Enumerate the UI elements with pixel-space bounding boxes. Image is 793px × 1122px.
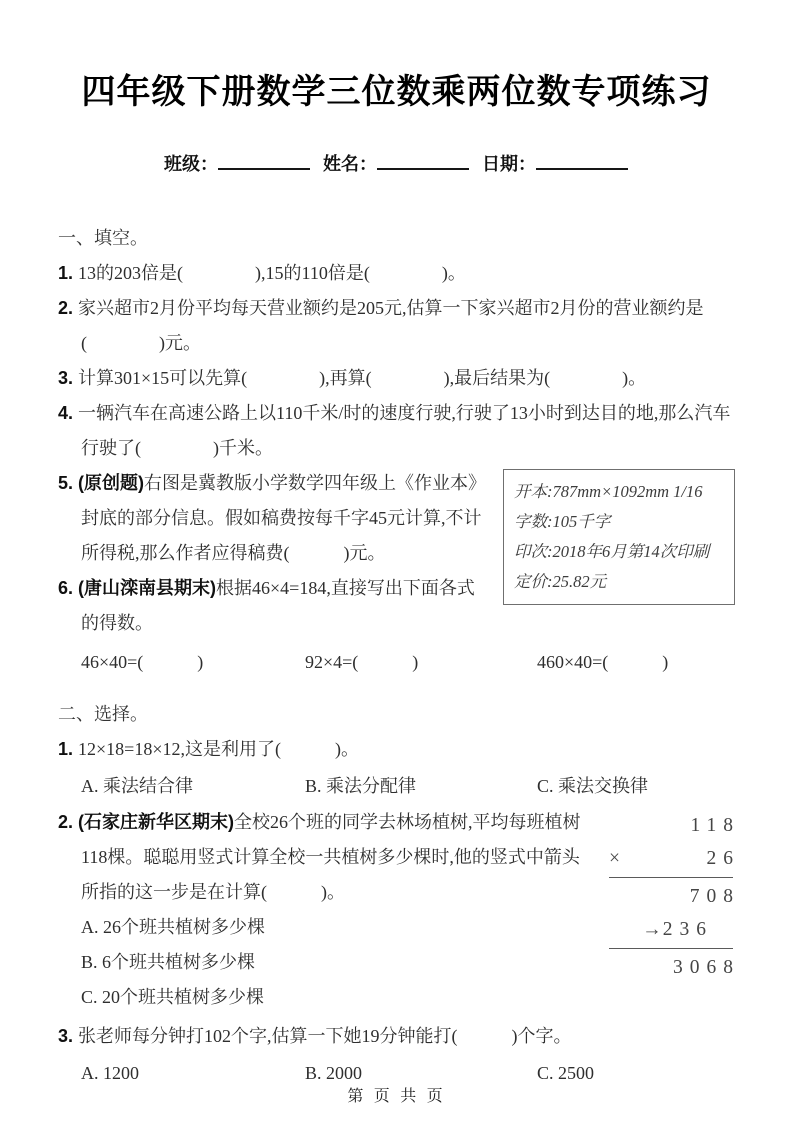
choice-q3-option-b: B. 2000 <box>305 1063 363 1083</box>
choice-q1-text: 12×18=18×12,这是利用了( )。 <box>78 739 359 759</box>
fill-q6-number: 6. <box>58 578 74 598</box>
fill-q1 <box>58 256 735 291</box>
vcalc-partial-product-2-row <box>609 913 733 946</box>
fill-q5-text: 右图是冀教版小学数学四年级上《作业本》封底的部分信息。假如稿费按每千字45元计算,不计所得税,那么作者应得稿费( )元。 <box>81 473 487 563</box>
student-info-row <box>58 151 735 177</box>
fill-q6-equation-3: 460×40=( ) <box>537 652 669 672</box>
choice-q2-option-c: C. 20个班共植树多少棵 <box>81 987 265 1007</box>
fill-q2-text: 家兴超市2月份平均每天营业额约是205元,估算一下家兴超市2月份的营业额约是( )元。 <box>78 298 704 353</box>
section-choice-heading: 二、选择。 <box>58 704 148 724</box>
vertical-multiplication <box>609 809 740 984</box>
vcalc-rule-1 <box>609 877 733 878</box>
choice-q1 <box>58 732 735 767</box>
name-blank-line <box>377 154 469 170</box>
vcalc-partial-product-1: 708 <box>689 886 740 907</box>
choice-q3-option-a: A. 1200 <box>81 1063 139 1083</box>
fill-q5-source-label: (原创题) <box>78 473 145 493</box>
book-info-format: 开本:787mm×1092mm 1/16 <box>514 482 703 501</box>
fill-q2-number: 2. <box>58 298 74 318</box>
choice-q1-number: 1. <box>58 739 74 759</box>
date-label: 日期： <box>482 154 536 174</box>
choice-q2-option-a: A. 26个班共植树多少棵 <box>81 917 265 937</box>
fill-q2 <box>58 291 735 361</box>
book-info-wordcount: 字数:105千字 <box>514 512 611 531</box>
fill-q4-number: 4. <box>58 403 74 423</box>
fill-q6-source-label: (唐山滦南县期末) <box>78 578 217 598</box>
choice-q1-options-row <box>58 767 735 805</box>
choice-q2-source-label: (石家庄新华区期末) <box>78 812 235 832</box>
page-footer: 第 页 共 页 <box>347 1088 446 1105</box>
multiply-sign: × <box>609 848 620 869</box>
fill-q1-text: 13的203倍是( ),15的110倍是( )。 <box>78 263 466 283</box>
worksheet-content <box>58 0 740 1092</box>
date-blank-line <box>536 154 628 170</box>
fill-q6-equation-row <box>58 643 735 681</box>
page-title: 四年级下册数学三位数乘两位数专项练习 <box>81 73 712 111</box>
fill-q6-equation-1: 46×40=( ) <box>81 652 204 672</box>
fill-q4-text: 一辆汽车在高速公路上以110千米/时的速度行驶,行驶了13小时到达目的地,那么汽车行驶了( )千米。 <box>78 403 731 458</box>
class-label: 班级： <box>164 154 218 174</box>
fill-q3 <box>58 361 735 396</box>
choice-q3 <box>58 1019 735 1054</box>
choice-q3-number: 3. <box>58 1026 74 1046</box>
vcalc-multiplicand: 118 <box>690 815 740 836</box>
section-fill-heading: 一、填空。 <box>58 228 148 248</box>
class-blank-line <box>218 154 310 170</box>
fill-q6-text: 根据46×4=184,直接写出下面各式的得数。 <box>81 578 475 633</box>
choice-q1-option-b: B. 乘法分配律 <box>305 776 417 796</box>
fill-q5-number: 5. <box>58 473 74 493</box>
fill-q1-number: 1. <box>58 263 74 283</box>
fill-q4 <box>58 396 735 466</box>
vcalc-rule-2 <box>609 948 733 949</box>
fill-q3-number: 3. <box>58 368 74 388</box>
fill-q6-equation-2: 92×4=( ) <box>305 652 419 672</box>
fill-q3-text: 计算301×15可以先算( ),再算( ),最后结果为( )。 <box>78 368 647 388</box>
choice-q3-text: 张老师每分钟打102个字,估算一下她19分钟能打( )个字。 <box>78 1026 572 1046</box>
choice-q2-text: 全校26个班的同学去林场植树,平均每班植树118棵。聪聪用竖式计算全校一共植树多少棵时,他的竖式中箭头所指的这一步是在计算( )。 <box>81 812 581 902</box>
vcalc-multiplier-row <box>609 842 740 875</box>
book-info-price: 定价:25.82元 <box>514 572 607 591</box>
vcalc-multiplier: 26 <box>706 848 740 869</box>
choice-q1-option-c: C. 乘法交换律 <box>537 776 649 796</box>
arrow-icon: → <box>642 919 662 940</box>
choice-q2-option-b: B. 6个班共植树多少棵 <box>81 952 256 972</box>
choice-q1-option-a: A. 乘法结合律 <box>81 776 193 796</box>
choice-q3-option-c: C. 2500 <box>537 1063 595 1083</box>
book-info-printing: 印次:2018年6月第14次印刷 <box>514 542 710 561</box>
vcalc-partial-product-2: 236 <box>662 919 713 940</box>
name-label: 姓名： <box>323 154 377 174</box>
book-info-box <box>503 469 735 605</box>
vcalc-product: 3068 <box>673 957 740 978</box>
choice-q2-number: 2. <box>58 812 74 832</box>
